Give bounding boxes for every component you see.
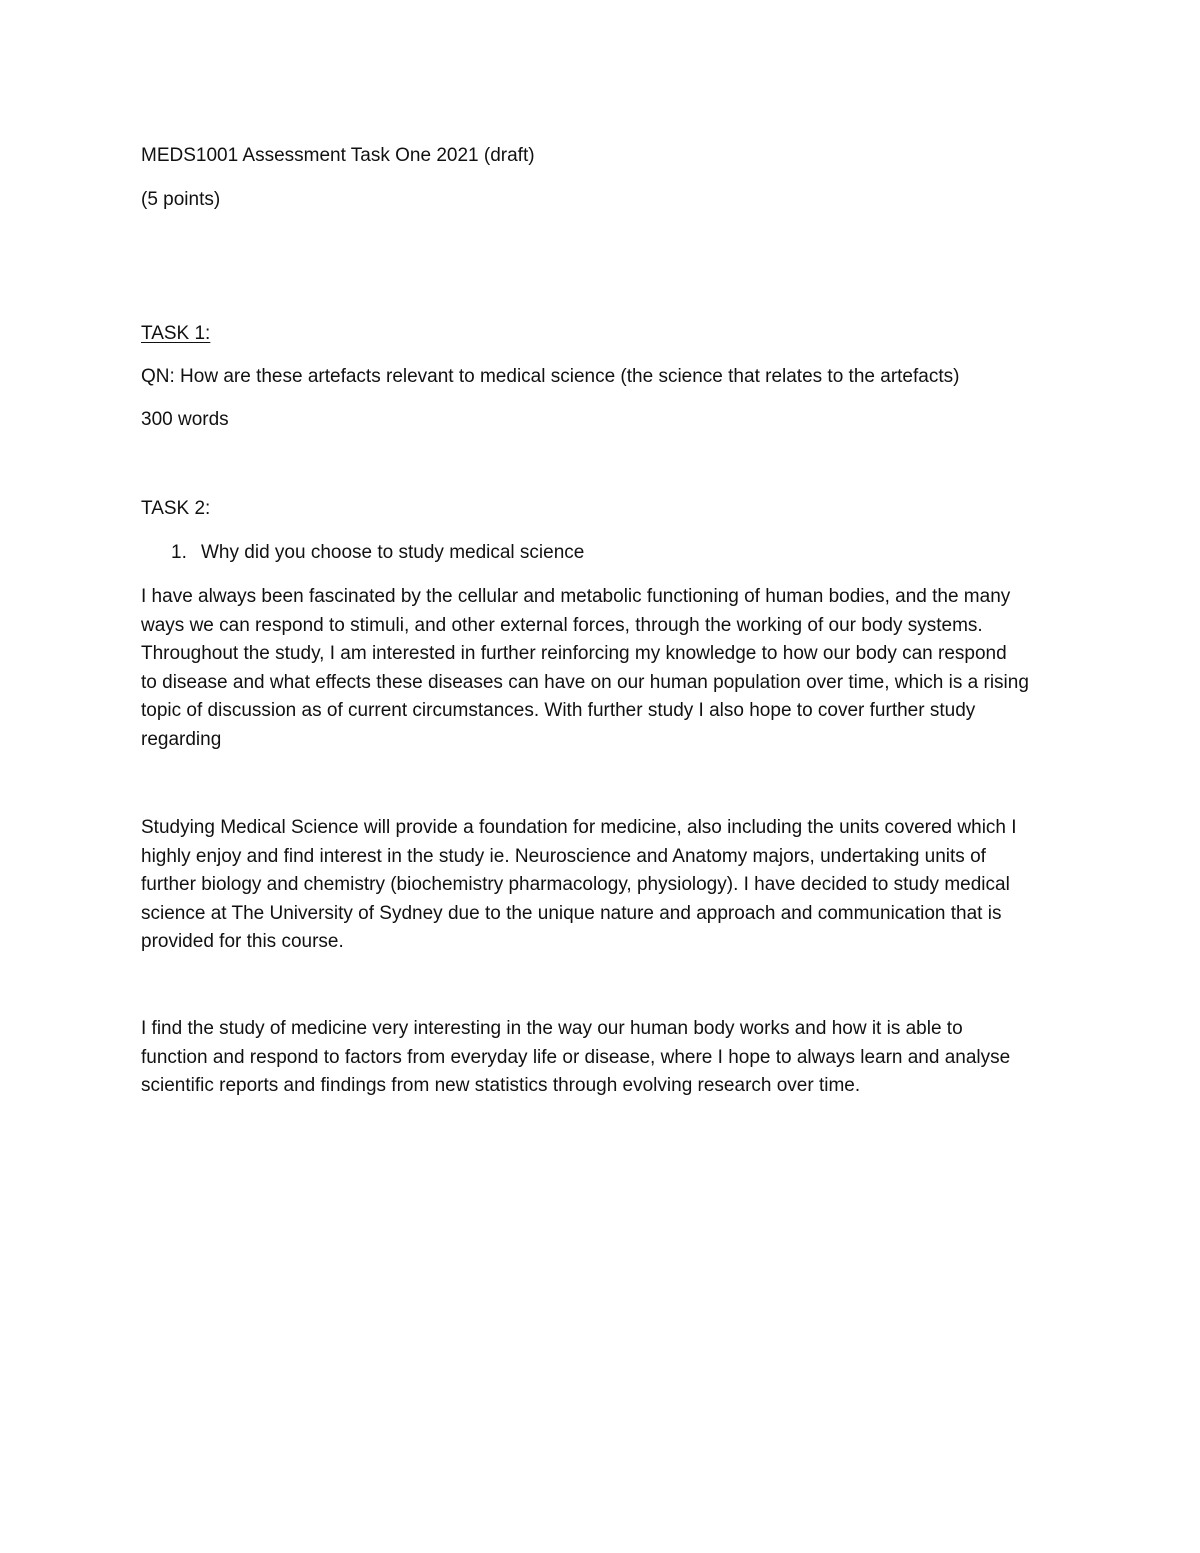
paragraph-line: scientific reports and findings from new statistics through evolving research over time. <box>141 1075 861 1097</box>
paragraph-line: further biology and chemistry (biochemistry pharmacology, physiology). I have decided to study medical <box>141 874 1010 896</box>
task2-paragraph-1 <box>141 583 1071 755</box>
task1-word-count: 300 words <box>141 409 229 430</box>
task2-list-item <box>171 539 584 568</box>
task1-heading: TASK 1: <box>141 323 211 344</box>
paragraph-line: function and respond to factors from everyday life or disease, where I hope to always learn and analyse <box>141 1046 1011 1068</box>
task2-paragraph-3 <box>141 1015 1071 1101</box>
paragraph-line: highly enjoy and find interest in the study ie. Neuroscience and Anatomy majors, undertaking units of <box>141 845 986 867</box>
paragraph-line: ways we can respond to stimuli, and other external forces, through the working of our body systems. <box>141 614 983 636</box>
paragraph-line: science at The University of Sydney due to the unique nature and approach and communication that is <box>141 902 1002 924</box>
paragraph-line: to disease and what effects these diseases can have on our human population over time, which is a rising <box>141 671 1029 693</box>
list-item-text: Why did you choose to study medical science <box>201 542 585 563</box>
paragraph-line: provided for this course. <box>141 931 344 953</box>
paragraph-line: Studying Medical Science will provide a foundation for medicine, also including the units covered which I <box>141 817 1017 838</box>
paragraph-line: I find the study of medicine very interesting in the way our human body works and how it is able to <box>141 1018 963 1039</box>
paragraph-line: regarding <box>141 728 222 750</box>
task2-paragraph-2 <box>141 814 1071 957</box>
paragraph-line: I have always been fascinated by the cellular and metabolic functioning of human bodies, and the many <box>141 586 1011 607</box>
task2-heading: TASK 2: <box>141 498 211 519</box>
points-label: (5 points) <box>141 189 221 210</box>
document-title: MEDS1001 Assessment Task One 2021 (draft) <box>141 145 535 166</box>
task1-question: QN: How are these artefacts relevant to medical science (the science that relates to the artefacts) <box>141 366 960 387</box>
paragraph-line: topic of discussion as of current circumstances. With further study I also hope to cover further study <box>141 700 976 722</box>
list-item-number: 1. <box>171 542 187 563</box>
paragraph-line: Throughout the study, I am interested in further reinforcing my knowledge to how our body can respond <box>141 643 1007 665</box>
